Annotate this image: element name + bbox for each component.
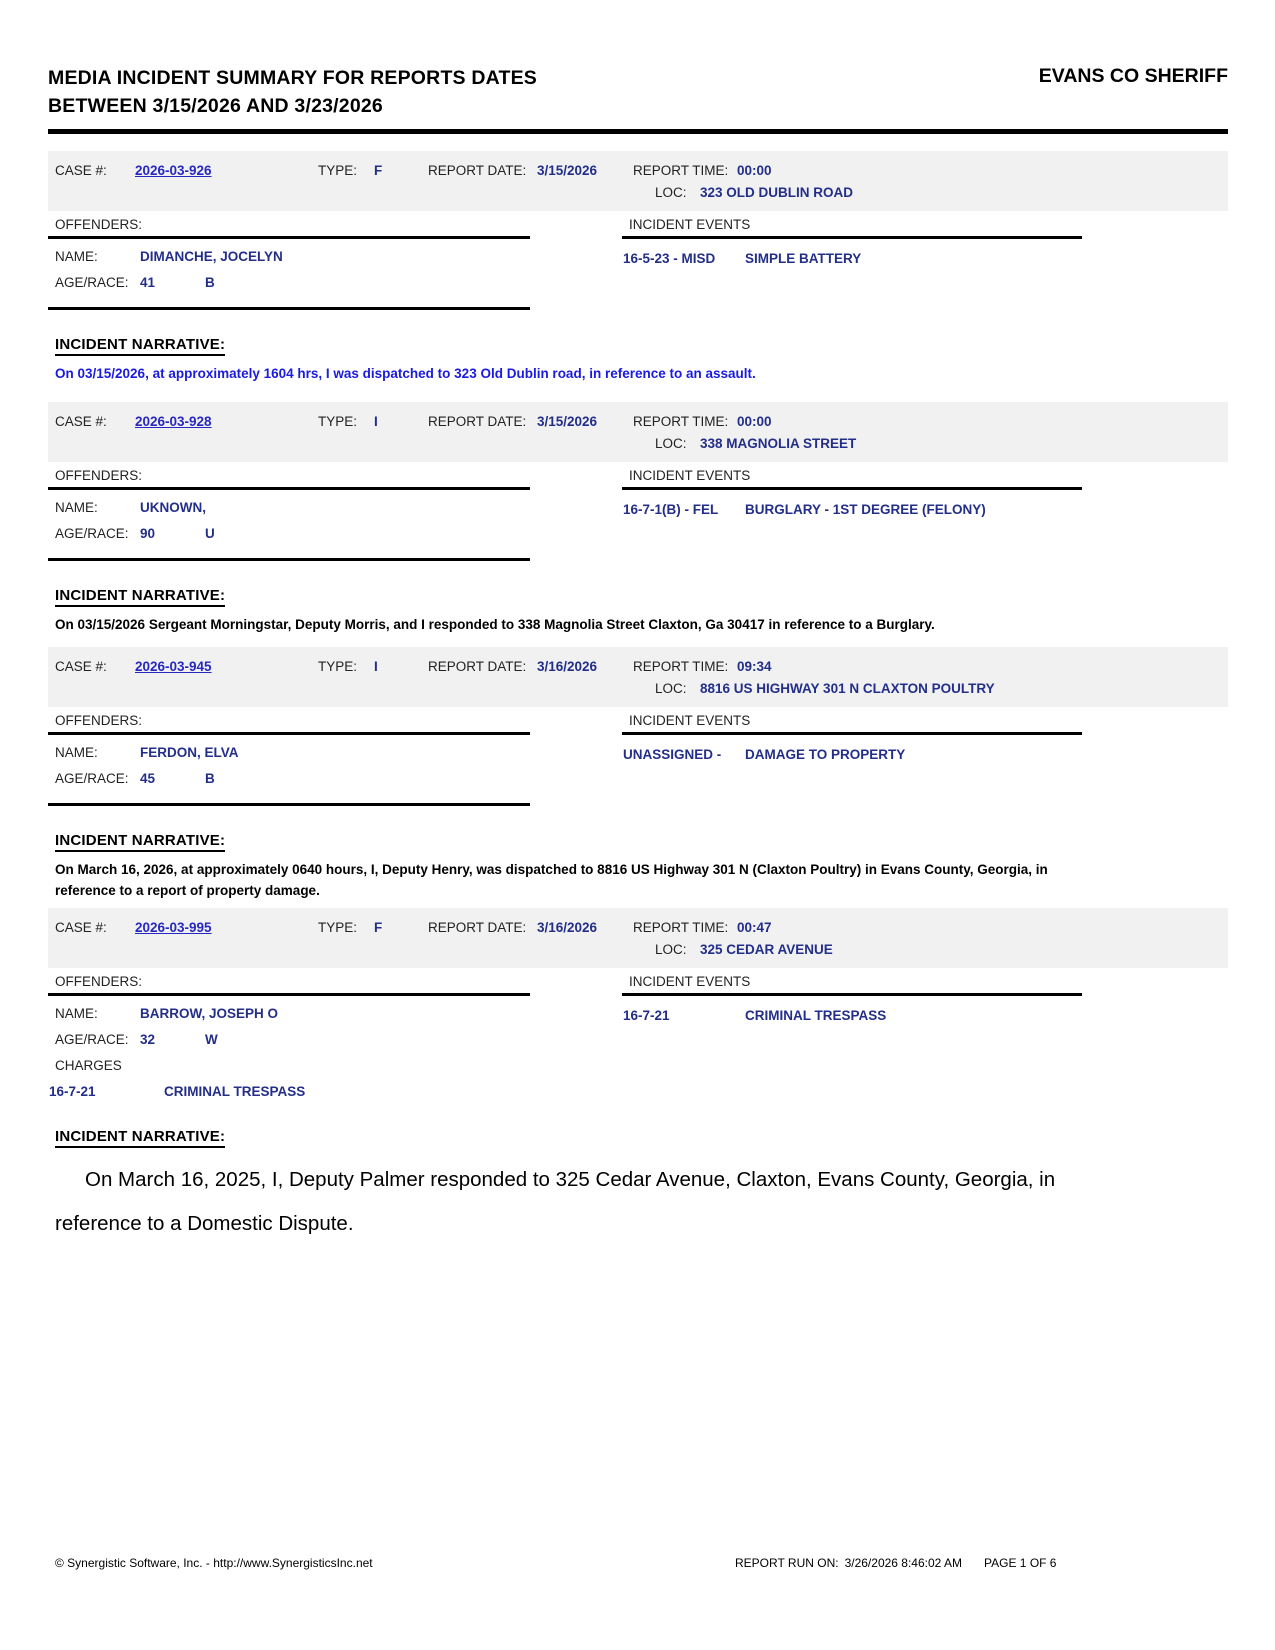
type-label: TYPE: bbox=[318, 163, 358, 178]
incident-events-heading: INCIDENT EVENTS bbox=[629, 974, 751, 989]
report-run-timestamp: 3/26/2026 8:46:02 AM bbox=[844, 1556, 963, 1570]
age-value: 90 bbox=[140, 526, 156, 541]
case-block-3 bbox=[48, 647, 1228, 901]
report-date-value: 3/15/2026 bbox=[537, 163, 598, 178]
offender-name-row bbox=[48, 743, 530, 763]
charge-row bbox=[48, 1082, 530, 1102]
age-race-row bbox=[48, 1030, 530, 1050]
age-race-label: AGE/RACE: bbox=[55, 771, 129, 786]
offender-name-row bbox=[48, 1004, 530, 1024]
case-header-bar bbox=[48, 647, 1228, 707]
charge-description: CRIMINAL TRESPASS bbox=[164, 1084, 306, 1099]
case-header-row bbox=[55, 411, 1220, 433]
page-indicator: PAGE 1 OF 6 bbox=[984, 1556, 1057, 1570]
location-value: 323 OLD DUBLIN ROAD bbox=[700, 185, 854, 200]
narrative-text: On 03/15/2026 Sergeant Morningstar, Deputy Morris, and I responded to 338 Magnolia Street Claxton, Ga 30417 in reference to a Burglary. bbox=[55, 617, 935, 632]
case-number-link[interactable]: 2026-03-928 bbox=[135, 414, 212, 429]
case-header-bar bbox=[48, 151, 1228, 211]
report-run-label: REPORT RUN ON: bbox=[735, 1556, 839, 1570]
report-date-value: 3/16/2026 bbox=[537, 659, 598, 674]
offenders-heading: OFFENDERS: bbox=[55, 217, 143, 232]
incident-event-row bbox=[622, 745, 1082, 765]
incident-events-section bbox=[622, 972, 1082, 1102]
incident-events-divider bbox=[622, 236, 1082, 239]
case-header-row bbox=[55, 917, 1220, 939]
case-header-row bbox=[55, 656, 1220, 678]
report-title-line2: BETWEEN 3/15/2026 AND 3/23/2026 bbox=[48, 95, 383, 117]
incident-narrative-heading: INCIDENT NARRATIVE: bbox=[55, 336, 225, 356]
report-time-value: 00:47 bbox=[737, 920, 772, 935]
age-race-label: AGE/RACE: bbox=[55, 275, 129, 290]
case-block-4 bbox=[48, 908, 1228, 1246]
type-value: I bbox=[374, 414, 378, 429]
type-label: TYPE: bbox=[318, 414, 358, 429]
incident-event-row bbox=[622, 249, 1082, 269]
report-date-value: 3/16/2026 bbox=[537, 920, 598, 935]
offender-name-value: UKNOWN, bbox=[140, 500, 206, 515]
location-row bbox=[55, 433, 1220, 455]
offenders-end-divider bbox=[48, 558, 530, 561]
incident-narrative-section bbox=[48, 587, 1228, 635]
report-date-label: REPORT DATE: bbox=[428, 163, 527, 178]
location-row bbox=[55, 182, 1220, 204]
case-number-link[interactable]: 2026-03-945 bbox=[135, 659, 212, 674]
location-label: LOC: bbox=[655, 942, 687, 957]
report-time-label: REPORT TIME: bbox=[633, 920, 729, 935]
type-value: F bbox=[374, 163, 383, 178]
case-number-label: CASE #: bbox=[55, 163, 107, 178]
incident-events-heading: INCIDENT EVENTS bbox=[629, 217, 751, 232]
age-race-row bbox=[48, 524, 530, 544]
case-number-link[interactable]: 2026-03-995 bbox=[135, 920, 212, 935]
race-value: W bbox=[205, 1032, 218, 1047]
age-value: 41 bbox=[140, 275, 156, 290]
incident-narrative-heading: INCIDENT NARRATIVE: bbox=[55, 832, 225, 852]
incident-events-divider bbox=[622, 487, 1082, 490]
race-value: B bbox=[205, 275, 215, 290]
incident-narrative-heading: INCIDENT NARRATIVE: bbox=[55, 587, 225, 607]
incident-events-heading: INCIDENT EVENTS bbox=[629, 468, 751, 483]
event-description: SIMPLE BATTERY bbox=[745, 251, 862, 266]
report-time-label: REPORT TIME: bbox=[633, 659, 729, 674]
location-value: 8816 US HIGHWAY 301 N CLAXTON POULTRY bbox=[700, 681, 995, 696]
type-value: F bbox=[374, 920, 383, 935]
event-code: 16-5-23 - MISD bbox=[623, 251, 716, 266]
name-label: NAME: bbox=[55, 745, 98, 760]
report-title bbox=[48, 64, 537, 120]
offenders-heading: OFFENDERS: bbox=[55, 468, 143, 483]
offenders-section bbox=[48, 711, 530, 806]
incident-narrative-section bbox=[48, 832, 1228, 901]
footer-copyright: © Synergistic Software, Inc. - http://www.SynergisticsInc.net bbox=[55, 1556, 373, 1570]
report-time-value: 09:34 bbox=[737, 659, 772, 674]
offenders-section bbox=[48, 215, 530, 310]
incident-events-section bbox=[622, 466, 1082, 561]
event-code: 16-7-1(B) - FEL bbox=[623, 502, 719, 517]
incident-narrative-section bbox=[48, 1128, 1228, 1246]
offenders-section bbox=[48, 466, 530, 561]
event-code: UNASSIGNED - bbox=[623, 747, 722, 762]
type-label: TYPE: bbox=[318, 920, 358, 935]
incident-events-divider bbox=[622, 732, 1082, 735]
location-label: LOC: bbox=[655, 185, 687, 200]
location-row bbox=[55, 939, 1220, 961]
footer-run-info bbox=[735, 1556, 1056, 1570]
incident-event-row bbox=[622, 500, 1082, 520]
age-race-row bbox=[48, 769, 530, 789]
offender-name-row bbox=[48, 498, 530, 518]
case-number-label: CASE #: bbox=[55, 659, 107, 674]
narrative-text: On 03/15/2026, at approximately 1604 hrs, I was dispatched to 323 Old Dublin road, in reference to an assault. bbox=[55, 366, 756, 381]
incident-events-section bbox=[622, 215, 1082, 310]
incident-events-divider bbox=[622, 993, 1082, 996]
age-value: 45 bbox=[140, 771, 156, 786]
offenders-heading: OFFENDERS: bbox=[55, 974, 143, 989]
location-label: LOC: bbox=[655, 681, 687, 696]
incident-event-row bbox=[622, 1006, 1082, 1026]
event-description: CRIMINAL TRESPASS bbox=[745, 1008, 887, 1023]
offender-name-row bbox=[48, 247, 530, 267]
report-title-line1: MEDIA INCIDENT SUMMARY FOR REPORTS DATES bbox=[48, 67, 538, 89]
header-divider bbox=[48, 129, 1228, 134]
race-value: B bbox=[205, 771, 215, 786]
offender-name-value: FERDON, ELVA bbox=[140, 745, 239, 760]
case-number-link[interactable]: 2026-03-926 bbox=[135, 163, 212, 178]
age-race-label: AGE/RACE: bbox=[55, 1032, 129, 1047]
offenders-divider bbox=[48, 487, 530, 490]
location-label: LOC: bbox=[655, 436, 687, 451]
age-race-label: AGE/RACE: bbox=[55, 526, 129, 541]
case-block-2 bbox=[48, 402, 1228, 635]
case-header-bar bbox=[48, 402, 1228, 462]
charges-heading: CHARGES bbox=[55, 1058, 122, 1073]
offenders-divider bbox=[48, 993, 530, 996]
offender-name-value: BARROW, JOSEPH O bbox=[140, 1006, 279, 1021]
location-row bbox=[55, 678, 1220, 700]
incident-narrative-section bbox=[48, 336, 1228, 384]
report-date-label: REPORT DATE: bbox=[428, 414, 527, 429]
incident-events-section bbox=[622, 711, 1082, 806]
report-time-label: REPORT TIME: bbox=[633, 163, 729, 178]
narrative-text: On March 16, 2025, I, Deputy Palmer responded to 325 Cedar Avenue, Claxton, Evans County, Georgia, in reference to a Domestic Dispute. bbox=[55, 1168, 1056, 1235]
case-block-1 bbox=[48, 151, 1228, 384]
case-header-row bbox=[55, 160, 1220, 182]
offenders-end-divider bbox=[48, 803, 530, 806]
location-value: 325 CEDAR AVENUE bbox=[700, 942, 833, 957]
offenders-divider bbox=[48, 732, 530, 735]
case-header-bar bbox=[48, 908, 1228, 968]
offenders-divider bbox=[48, 236, 530, 239]
offenders-heading: OFFENDERS: bbox=[55, 713, 143, 728]
offender-name-value: DIMANCHE, JOCELYN bbox=[140, 249, 283, 264]
event-description: DAMAGE TO PROPERTY bbox=[745, 747, 906, 762]
offenders-section bbox=[48, 972, 530, 1102]
case-number-label: CASE #: bbox=[55, 414, 107, 429]
report-date-value: 3/15/2026 bbox=[537, 414, 598, 429]
name-label: NAME: bbox=[55, 1006, 98, 1021]
age-value: 32 bbox=[140, 1032, 156, 1047]
report-time-label: REPORT TIME: bbox=[633, 414, 729, 429]
event-description: BURGLARY - 1ST DEGREE (FELONY) bbox=[745, 502, 986, 517]
report-time-value: 00:00 bbox=[737, 163, 772, 178]
name-label: NAME: bbox=[55, 249, 98, 264]
location-value: 338 MAGNOLIA STREET bbox=[700, 436, 857, 451]
report-time-value: 00:00 bbox=[737, 414, 772, 429]
case-number-label: CASE #: bbox=[55, 920, 107, 935]
incident-events-heading: INCIDENT EVENTS bbox=[629, 713, 751, 728]
report-date-label: REPORT DATE: bbox=[428, 920, 527, 935]
charge-code: 16-7-21 bbox=[49, 1084, 96, 1099]
agency-name: EVANS CO SHERIFF bbox=[1038, 65, 1228, 87]
incident-narrative-heading: INCIDENT NARRATIVE: bbox=[55, 1128, 225, 1148]
event-code: 16-7-21 bbox=[623, 1008, 670, 1023]
narrative-text: On March 16, 2026, at approximately 0640 hours, I, Deputy Henry, was dispatched to 8816 US Highway 301 N (Claxton Poultry) in Evans County, Georgia, in reference to a report of property damage. bbox=[55, 862, 1048, 898]
report-header bbox=[48, 64, 1228, 120]
type-label: TYPE: bbox=[318, 659, 358, 674]
race-value: U bbox=[205, 526, 215, 541]
offenders-end-divider bbox=[48, 307, 530, 310]
report-date-label: REPORT DATE: bbox=[428, 659, 527, 674]
name-label: NAME: bbox=[55, 500, 98, 515]
type-value: I bbox=[374, 659, 378, 674]
age-race-row bbox=[48, 273, 530, 293]
